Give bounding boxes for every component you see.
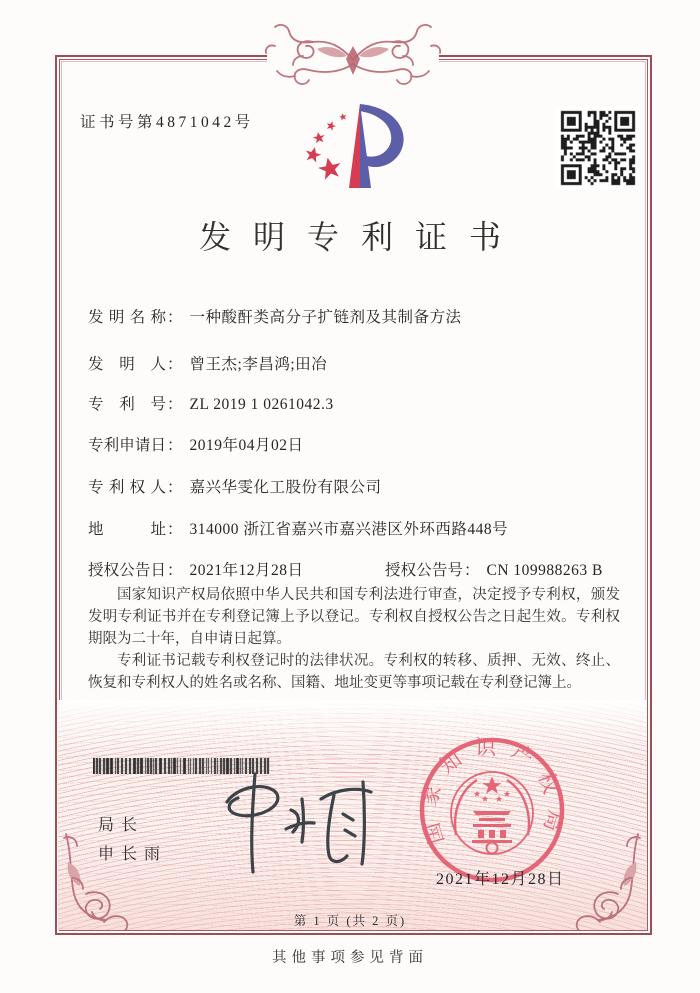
- colon: ：: [167, 521, 183, 538]
- field-label: 授权公告号: [385, 562, 463, 579]
- field-value: 曾王杰;李昌鸿;田冶: [189, 356, 328, 373]
- cnipa-logo-icon: [286, 100, 426, 194]
- field-label: 专利申请日: [88, 437, 166, 454]
- field-grant-number: [385, 558, 603, 580]
- colon: ：: [167, 437, 183, 454]
- seal-text: 国家知识产权局: [416, 735, 568, 847]
- certificate-title: 发明专利证书: [198, 219, 523, 255]
- colon: ：: [167, 562, 183, 579]
- field-value: 一种酸酐类高分子扩链剂及其制备方法: [189, 309, 462, 326]
- field-inventors: [88, 352, 327, 374]
- colon: ：: [167, 479, 183, 496]
- field-grant-date-and-number: [88, 558, 603, 580]
- field-label: 发明名称: [88, 309, 166, 326]
- field-label: 授权公告日: [88, 562, 166, 579]
- field-filing-date: [88, 433, 304, 455]
- field-value: 314000 浙江省嘉兴市嘉兴港区外环西路448号: [189, 521, 509, 538]
- issuer-role-label: 局长: [98, 817, 145, 834]
- field-value: ZL 2019 1 0261042.3: [189, 396, 334, 413]
- field-value: CN 109988263 B: [486, 562, 603, 579]
- field-value: 嘉兴华雯化工股份有限公司: [189, 479, 382, 496]
- national-emblem: [451, 772, 533, 854]
- field-patentee: [88, 475, 382, 497]
- field-label: 专利号: [88, 396, 166, 413]
- field-label: 专利权人: [88, 479, 166, 496]
- colon: ：: [167, 309, 183, 326]
- colon: ：: [464, 562, 480, 579]
- field-patent-number: [88, 392, 334, 414]
- issue-date: 2021年12月28日: [436, 871, 565, 888]
- legal-text: [88, 584, 620, 694]
- legal-paragraph-2: 专利证书记载专利权登记时的法律状况。专利权的转移、质押、无效、终止、恢复和专利权人的姓名或名称、国籍、地址变更等事项记载在专利登记簿上。: [88, 653, 620, 691]
- certificate-fields: [88, 303, 622, 588]
- handwritten-signature: [193, 766, 388, 880]
- back-side-note: 其他事项参见背面: [272, 950, 428, 966]
- field-address: [88, 517, 508, 539]
- field-label: 地址: [88, 521, 166, 538]
- field-value: 2021年12月28日: [189, 562, 304, 579]
- page-number: 第 1 页 (共 2 页): [293, 914, 407, 928]
- qr-code: [556, 106, 640, 190]
- legal-paragraph-1: 国家知识产权局依照中华人民共和国专利法进行审查，决定授予专利权，颁发发明专利证书并在专利登记簿上予以登记。专利权自授权公告之日起生效。专利权期限为二十年，自申请日起算。: [88, 587, 620, 647]
- colon: ：: [167, 396, 183, 413]
- cnipa-official-seal: [416, 734, 568, 886]
- field-invention-name: [88, 305, 462, 327]
- field-value: 2019年04月02日: [189, 437, 304, 454]
- issuer-name: 申长雨: [98, 846, 168, 863]
- certificate-number: 证书号第4871042号: [80, 114, 254, 131]
- top-flourish-ornament: [253, 16, 453, 94]
- field-label: 发明人: [88, 356, 166, 373]
- colon: ：: [167, 356, 183, 373]
